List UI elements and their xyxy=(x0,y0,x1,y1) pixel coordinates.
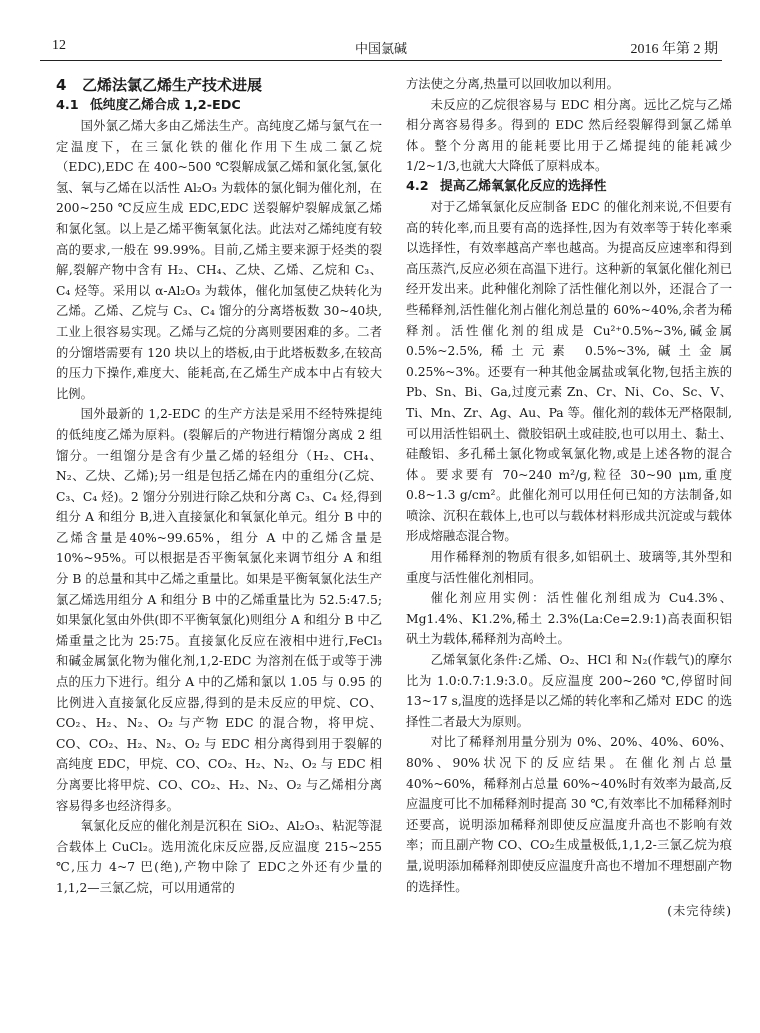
subsection-heading-4-2 xyxy=(406,177,732,197)
paragraph-continuation: 方法使之分离,热量可以回收加以利用。 xyxy=(406,77,619,91)
paragraph: 对于乙烯氧氯化反应制备 EDC 的催化剂来说,不但要有高的转化率,而且要有高的选择性,因为有效率等于转化率乘以选择性，有效率越高产率也越高。为提高反应速率和得到高压蒸汽,反应必须在高温下进行。这种新的氧氯化催化剂已经开发出来。此种催化剂除了活性催化剂以外，还混合了一些稀释剂,活性催化剂占催化剂总量的 60%~40%,余者为稀释剂。活性催化剂的组成是 Cu²⁺0.5%~3%,碱金属 0.5%~2.5%,稀土元素 0.5%~3%,碱土金属 0.25%~3%。还要有一种其他金属盐或氧化物,包括主族的 Pb、Sn、Bi、Ga,过度元素 Zn、Cr、Ni、Co、Sc、V、Ti、Mn、Zr、Ag、Au、Pa 等。催化剂的载体无严格限制,可以用活性铝矾土、微胶铝矾土或硅胶,也可以用土、黏土、硅酸铝、多孔稀土氯化物或氧氯化物,或是上述各物的混合体。要求要有 70~240 m²/g,粒径 30~90 μm,重度 0.8~1.3 g/cm²。此催化剂可以用任何已知的方法制备,如喷涂、沉积在载体上,也可以与载体材料形成共沉淀或与载体形成熔融态混合物。 xyxy=(406,199,732,544)
page-header xyxy=(40,38,722,61)
to-be-continued-note: (未完待续) xyxy=(667,904,732,919)
section-heading xyxy=(56,74,382,96)
issue-label: 2016 年第 2 期 xyxy=(630,42,718,57)
left-column xyxy=(56,74,382,899)
paragraph: 氧氯化反应的催化剂是沉积在 SiO₂、Al₂O₃、粘泥等混合载体上 CuCl₂。选用流化床反应器,反应温度 215~255 ℃,压力 4~7 巴(绝),产物中除了 EDC之外还有少量的 1,1,2—三氯乙烷，可以用通常的 xyxy=(56,819,382,895)
paragraph: 对比了稀释剂用量分别为 0%、20%、40%、60%、80%、90%状况下的反应结果。在催化剂占总量 40%~60%，稀释剂占总量 60%~40%时有效率为最高,反应温度可比不加稀释剂时提高 30 ℃,有效率比不加稀释剂时还要高，说明添加稀释剂即使反应温度升高也不影响有效率；而且副产物 CO、CO₂生成量极低,1,1,2-三氯乙烷为痕量,说明添加稀释剂即使反应温度升高也不增加不理想副产物的选择性。 xyxy=(406,735,732,894)
paragraph: 国外氯乙烯大多由乙烯法生产。高纯度乙烯与氯气在一定温度下，在三氯化铁的催化作用下生成二氯乙烷（EDC),EDC 在 400~500 ℃裂解成氯乙烯和氯化氢,氯化氢、氧与乙烯在以活性 Al₂O₃ 为载体的氯化铜为催化剂，在 200~250 ℃反应生成 EDC,EDC 送裂解炉裂解成氯乙烯和氯化氢。以上是乙烯平衡氧氯化法。此法对乙烯纯度有较高的要求,一般在 99.99%。目前,乙烯主要来源于烃类的裂解,裂解产物中含有 H₂、CH₄、乙炔、乙烯、乙烷和 C₃、C₄ 烃等。采用以 α-Al₂O₃ 为载体，催化加氢使乙炔转化为乙烯。乙烯、乙烷与 C₃、C₄ 馏分的分离塔板数 30~40块,工业上很容易实现。乙烯与乙烷的分离则要困难的多。二者的分馏塔需要有 120 块以上的塔板,由于此塔板数多,在较高的压力下操作,难度大、能耗高,在乙烯生产成本中占有较大比例。 xyxy=(56,119,382,401)
page-number: 12 xyxy=(52,38,66,53)
section-title: 乙烯法氯乙烯生产技术进展 xyxy=(82,76,263,94)
paragraph: 催化剂应用实例：活性催化剂组成为 Cu4.3%、Mg1.4%、K1.2%,稀土 2.3%(La:Ce=2.9:1)高表面积铝矾土为载体,稀释剂为高岭土。 xyxy=(406,591,732,647)
right-column xyxy=(406,74,732,922)
paragraph: 乙烯氧氯化条件:乙烯、O₂、HCl 和 N₂(作载气)的摩尔比为 1.0:0.7:1.9:3.0。反应温度 200~260 ℃,停留时间 13~17 s,温度的选择是以乙烯的转化率和乙烯对 EDC 的选择性二者最大为原则。 xyxy=(406,653,732,729)
paragraph: 用作稀释剂的物质有很多,如铝矾土、玻璃等,其外型和重度与活性催化剂相同。 xyxy=(406,550,732,585)
subsection-number: 4.2 xyxy=(406,178,429,194)
subsection-number: 4.1 xyxy=(56,98,79,113)
paragraph: 未反应的乙烷很容易与 EDC 相分离。远比乙烷与乙烯相分离容易得多。得到的 EDC 然后经裂解得到氯乙烯单体。整个分离用的能耗要比用于乙烯提纯的能耗减少 1/2~1/3,也就大大降低了原料成本。 xyxy=(406,97,732,174)
subsection-heading-4-1 xyxy=(56,96,382,116)
journal-title: 中国氯碱 xyxy=(354,42,407,57)
subsection-title: 低纯度乙烯合成 1,2-EDC xyxy=(90,98,241,113)
section-number: 4 xyxy=(56,76,67,94)
paragraph: 国外最新的 1,2-EDC 的生产方法是采用不经特殊提纯的低纯度乙烯为原料。(裂解后的产物进行精馏分离成 2 组馏分。一组馏分是含有少量乙烯的轻组分（H₂、CH₄、N₂、乙炔、乙烯);另一组是包括乙烯在内的重组分(乙烷、C₃、C₄ 烃)。2 馏分分别进行除乙炔和分离 C₃、C₄ 烃,得到组分 A 和组分 B,进入直接氯化和氧氯化单元。组分 B 中的乙烯含量是40%~99.65%，组分 A 中的乙烯含量是 10%~95%。可以根据是否平衡氧氯化来调节组分 A 和组分 B 的总量和其中乙烯之重量比。如果是平衡氧氯化法生产氯乙烯选用组分 A 和组分 B 中的乙烯重量比为 52.5:47.5;如果氯化氢由外供(即不平衡氧氯化)则组分 A 和组分 B 中乙烯重量之比为 25:75。直接氯化反应在液相中进行,FeCl₃ 和碱金属氯化物为催化剂,1,2-EDC 为溶剂在低于或等于沸点的压力下进行。组分 A 中的乙烯和氯以 1.05 与 0.95 的比例进入直接氯化反应器,得到的是未反应的甲烷、CO、CO₂、H₂、N₂、O₂ 与产物 EDC 的混合物，将甲烷、CO、CO₂、H₂、N₂、O₂ 与 EDC 相分离得到用于裂解的高纯度 EDC，甲烷、CO、CO₂、H₂、N₂、O₂ 与 EDC 相分离要比将甲烷、CO、CO₂、H₂、N₂、O₂ 与乙烯相分离容易得多也经济得多。 xyxy=(56,407,382,813)
subsection-title: 提高乙烯氧氯化反应的选择性 xyxy=(440,178,607,194)
